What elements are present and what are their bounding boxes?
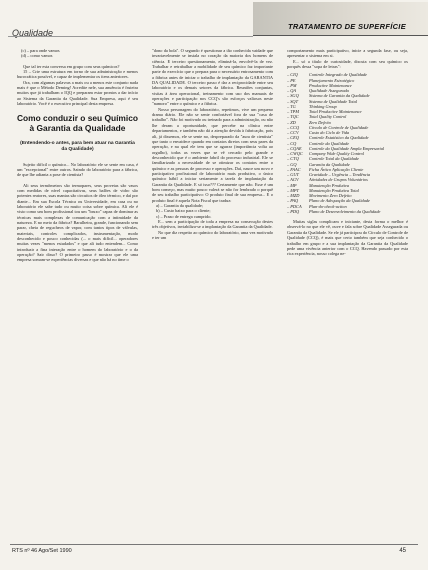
glossary-meaning: Controle Total da Qualidade	[309, 156, 359, 162]
paragraph: E... sem a participação de toda a empresa na consecução destes três objetivos, inviabiliza-se a implantação da Garantia da Qualidade.	[152, 219, 273, 230]
glossary-acronym: – PAQ	[287, 198, 299, 204]
glossary-acronym: – MP	[287, 182, 297, 188]
glossary-meaning: Qualidade Assegurada	[309, 88, 349, 94]
glossary-meaning: Total Quality Control	[309, 114, 347, 120]
column-1	[17, 48, 138, 263]
glossary-acronym: – GUT	[287, 172, 299, 178]
paragraph: "dono da bola". O segundo é questionar a tão conhecida vaidade que invariavelmente se instala no coração da maioria dos homens de ciência. E terceiro questionamento, eliminá-la, envolvê-la de vez. Trabalhar e retrabalhar a mobilidade de seu químico faz importante parte do exercício que o prepara para o necessário entrosamento com a fábrica antes de iniciar o trabalho de implantação da GARANTIA DA QUALIDADE. O terceiro passo é dar a reciprocidade entre seu laboratório e os demais setores da fábrica. Reuniões conjuntas, visitas à área operacional, treinamento com uso dos manuais de operações e participação nos CCQ's são esforços valiosos neste "namoro" entre o químico e a fábrica.	[152, 48, 273, 107]
page-number: 45	[399, 548, 406, 554]
list-item: a) – Garantia da qualidade;	[156, 202, 204, 208]
glossary-meaning: Garantia da Qualidade	[309, 161, 350, 167]
paragraph: Que tal ter esta conversa em grupo com seus químicos?	[23, 63, 120, 69]
glossary-acronym: – PM	[287, 82, 297, 88]
glossary-meaning: Plano de Adequação da Qualidade	[309, 198, 370, 204]
glossary-acronym: – CQ	[287, 140, 297, 146]
glossary-meaning: Total Productive Maintenance	[309, 109, 362, 115]
acronym-glossary	[287, 72, 408, 214]
glossary-meaning: Controle Estatístico da Qualidade	[309, 135, 369, 141]
glossary-acronym: – TG	[287, 103, 296, 109]
glossary-meaning: Sistema de Qualidade Total	[309, 98, 357, 104]
glossary-acronym: – SGQ	[287, 93, 299, 99]
glossary-acronym: – CWQC	[287, 151, 303, 157]
glossary-meaning: Movimento Zero Defeito	[309, 193, 352, 199]
glossary-acronym: – MPT	[287, 187, 299, 193]
glossary-meaning: Company Wide Quality Control	[309, 151, 364, 157]
glossary-acronym: – MZD	[287, 193, 300, 199]
issue-info: RTS nº 46 Ago/Set 1990	[12, 548, 72, 554]
list-item: (c) – para onde vamos	[21, 48, 60, 53]
glossary-acronym: – PDCA	[287, 203, 302, 209]
article-subheading: (Entendendo-o antes, para bem atuar na Garantia da Qualidade)	[20, 140, 135, 152]
glossary-acronym: – CIQ	[287, 72, 298, 78]
header-divider	[8, 36, 253, 37]
glossary-meaning: Plano de Desenvolvimento da Qualidade	[309, 208, 381, 214]
glossary-acronym: – CCV	[287, 130, 299, 136]
glossary-meaning: Controle da Qualidade	[309, 140, 350, 146]
glossary-acronym: – TQC	[287, 114, 299, 120]
page-category-label: Qualidade	[12, 28, 54, 38]
glossary-meaning: Plan-do-check-action	[309, 203, 347, 209]
glossary-acronym: – GQ	[287, 161, 297, 167]
glossary-meaning: Manutenção Produtiva Total	[309, 187, 359, 193]
glossary-acronym: – CQAE	[287, 145, 302, 151]
paragraph: E... só a título de curiosidade, discuta com seu químico os porquês dessa "sopa de letras":	[287, 58, 408, 70]
glossary-acronym: – PDQ	[287, 208, 300, 214]
glossary-acronym: – CEQ	[287, 135, 299, 141]
glossary-acronym: – FAAC	[287, 166, 301, 172]
glossary-acronym: – TPM	[287, 109, 299, 115]
glossary-acronym: – CTQ	[287, 156, 299, 162]
glossary-meaning: Círculo de Controle de Qualidade	[309, 124, 369, 130]
paragraph: comportamento mais participativo, inicie a segunda fase, ou seja, apresentar o sistema em si.	[287, 48, 408, 59]
glossary-meaning: Productive Maintenance	[309, 82, 352, 88]
footer-divider	[10, 544, 418, 545]
glossary-meaning: Custo do Ciclo de Vida	[309, 130, 350, 136]
section-title: TRATAMENTO DE SUPERFÍCIE	[287, 22, 406, 31]
glossary-acronym: – QA	[287, 88, 297, 94]
paragraph: No que diz respeito ao químico do laboratório, uma vez motivado e ter um	[152, 229, 273, 241]
glossary-acronym: – SQT	[287, 98, 298, 104]
glossary-entry	[287, 209, 408, 214]
glossary-acronym: – PE	[287, 77, 296, 83]
list-item: (d) – como vamos	[21, 53, 53, 59]
glossary-meaning: Gravidade – Urgência – Tendência	[309, 172, 371, 178]
list-item: c) – Prazo de entrega cumprido.	[156, 213, 212, 219]
paragraph: Ali seus termômetros são termopares, seus provetas são vasos com medidas de nível capacitativas, seus balões de vidro são potentes reatores, suas mantas são circuitos de óleo térmico, e daí por diante... Em sua Escola Técnica ou Universidade, em casa ou no laboratório ele sabe tudo ou muito coisa sobre química. Ali ele é visto como um bom profissional tou um "bruxo" capaz de dominar as técnicas mais complexas de comunicação com a intimidade da natureza. E no meio da fábrica? Barulheira, grande, funcionando sem parar, cheia de regucheos de vapor, com tantos tipos de válvulas, materiais, controles complicados, instrumentação, modo desconhecido e pouco conhecidas (... o mais difícil... operadores muitas vezes "menos estudados" e que ali tudo entendem... Como introduzir a fina interação entre o homem do laboratório e o da operação? Sair disso? O primeiro passo é mostrar que ele uma empresa somam-se experiências diversas e que não há no time o	[17, 182, 138, 263]
paragraph: Ora, com algumas palavras a mais ou a menos este conjunto nada mais é que o Método Deming! Acredite nele, sua anuência é fruteira muitos que já trabalham o IQQ e preparam estar prontos a dar início ao Sistema da Garantia da Qualidade. Sua Empresa, aqui é seu laboratório. Você é o executivo principal desta empresa.	[17, 79, 138, 107]
column-3	[287, 48, 408, 257]
glossary-meaning: Controle Integrado de Qualidade	[309, 72, 368, 78]
glossary-meaning: Controle da Qualidade Ampla Empresarial	[309, 145, 385, 151]
article-heading: Como conduzir o seu Químico à Garantia da Qualidade	[17, 113, 138, 134]
column-2	[152, 48, 273, 240]
glossary-meaning: Planejamento Estratégico	[309, 77, 355, 83]
paragraph: Sujeito difícil o químico... No laboratório ele se sente em casa, é um "excepcional" entre outros. Saindo do laboratório para a fábrica, de que lhe adianta a pose de cientista?	[17, 161, 138, 178]
glossary-acronym: – ZD	[287, 119, 296, 125]
list-item: b) – Custo baixo para o cliente;	[156, 208, 211, 214]
paragraph: Muitas siglas complicam e iniciante, desta forma o melhor é observá-lo no que ele vê, ouve e fala sobre Qualidade Assegurada ou Garantia da Qualidade. Se ele já participou do Círculo de Controle de Qualidade (CCQ), é mais que certo também que seja conhecido o trabalho em grupo e a sua implantação da Garantia da Qualidade pede uma vivência anterior com o CCQ. Havendo passado por esta rica experiência, nosso colega ne-	[287, 219, 408, 257]
glossary-meaning: Atividades de Grupos Voluntários	[309, 177, 368, 183]
glossary-meaning: Sistema de Garantia da Qualidade	[309, 93, 370, 99]
glossary-acronym: – AGV	[287, 177, 299, 183]
glossary-meaning: Manutenção Produtiva	[309, 182, 350, 188]
paragraph: Nosso personagem do laboratório, repetimos, vive um pequeno drama diário. Ele não se sente confortável fora de sua "casa de trabalho". Não foi motivado ou treinado para a administração, ou não lhe deram a oportunidade, que percebe na clínica entre departamentos, e também não dá a atenção devida à fabricação, pois ali, já dissemos, ele se sente no, despreparado da "aura de cientista" que tanto o envaidece quando em contatos diretos com seus pares da operação, e na qual ele tem que se agarrar (importância volta ao orgulho), todas as vezes que se vê cercado pelo grande e desconhecido que é o ambiente fabril do processo industrial. Ele se familiarizado a necessidade de se otimizar os contatos entre o químico e as pessoas de processo e operações. Daí, nasce um novo e participativo profissional de laboratório mais produtivo, o único químico hábil a iniciar seriamente a tarefa de implantação da Garantia da Qualidade. E só isso??? Certamente que não. Esse é um bom começo, mas muito pouco valerá se não for lembrado o porquê de seu trabalho participativo: O produto final de sua empresa... E o produto final é aquela Nota Fiscal que traduz:	[152, 106, 273, 203]
glossary-acronym: – CCQ	[287, 124, 300, 130]
glossary-meaning: Thinking Group	[309, 103, 337, 109]
glossary-meaning: Zero Defeito	[309, 119, 331, 125]
glossary-meaning: Ficha Ártico Aplicação Cliente	[309, 166, 364, 172]
section-header-band	[253, 2, 428, 36]
paragraph: 15 – Crie uma estrutura em torno de sua administração e menos burocrática possível, e capaz de implementar os itens anteriores.	[17, 69, 138, 80]
